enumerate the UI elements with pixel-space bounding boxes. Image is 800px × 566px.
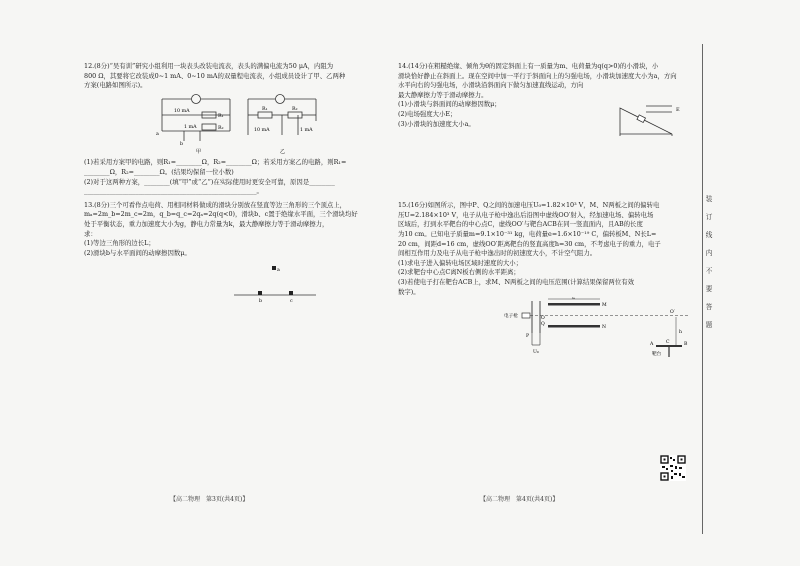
q14-line: (1)小滑块与斜面间的动摩擦因数μ； bbox=[398, 100, 501, 109]
l-label: L bbox=[572, 297, 576, 301]
q12-answer-line: ______________________________________________________。 bbox=[84, 187, 263, 196]
jia-caption: 甲 bbox=[196, 148, 202, 155]
o-label: O bbox=[541, 316, 545, 322]
q12-answer-line: (1)若采用方案甲的电路，则R₁=________Ω，R₂=________Ω；若采用方案乙的电路，则R₁= bbox=[84, 158, 347, 167]
c-label: C bbox=[666, 340, 670, 346]
spacer bbox=[398, 133, 690, 201]
q15-line: 为10 cm。已知电子质量m=9.1×10⁻³¹ kg，电荷量e=1.6×10⁻¹⁹ C，偏转板M、N长L= bbox=[398, 229, 657, 238]
binding-char: 不 bbox=[705, 267, 713, 275]
q12-circuit-figure bbox=[84, 91, 384, 155]
q15-deflection-figure bbox=[398, 297, 690, 377]
binding-char: 线 bbox=[705, 231, 713, 239]
q14-line: (3)小滑块的加速度大小a。 bbox=[398, 119, 475, 128]
stage-label: 靶台 bbox=[652, 352, 662, 358]
q13-line: mₐ=2m_b=2m_c=2m，q_b=q_c=2qₐ=2q(q<0)，滑块b、c置于绝缘水平面，三个滑块均好 bbox=[84, 210, 358, 219]
jia-r2-label: R₂ bbox=[218, 125, 224, 131]
jia-10ma-label: 10 mA bbox=[174, 108, 190, 114]
jia-b-label: b bbox=[180, 141, 184, 147]
q15-line: (3)若使电子打在靶台ACB上，求M、N两板之间的电压范围(计算结果保留两位有效 bbox=[398, 277, 634, 286]
binding-line bbox=[702, 44, 703, 534]
q15-line: 区域后，打到水平靶台的中心点C，虚线OO′与靶台ACB在同一竖直面内，且AB的长度 bbox=[398, 220, 643, 229]
u0-label: U₀ bbox=[533, 350, 539, 356]
q12-line: 方案(电路如图所示)。 bbox=[84, 81, 147, 90]
right-page-footer: 【高二物理 第4页(共4页)】 bbox=[480, 496, 559, 503]
jia-r1-label: R₁ bbox=[218, 113, 224, 119]
fig-b-label: b bbox=[259, 299, 263, 305]
q12-line: 800 Ω，其要将它改装成0~1 mA、0~10 mA的双量程电流表，小组成员设计了甲、乙两种 bbox=[84, 71, 346, 80]
q15-line: 数字)。 bbox=[398, 287, 420, 296]
left-page-footer: 【高二物理 第3页(共4页)】 bbox=[170, 496, 249, 503]
jia-1ma-label: 1 mA bbox=[184, 124, 197, 130]
b-label: B bbox=[684, 342, 688, 348]
question-15 bbox=[398, 201, 690, 381]
q12-answer-line: ________Ω，R₂=________Ω。(结果均保留一位小数) bbox=[84, 167, 234, 176]
binding-char: 订 bbox=[705, 213, 713, 221]
q12-answer-line: (2)对于这两种方案，________(填“甲”或“乙”)在实际使用时更安全可靠，原因是________ bbox=[84, 177, 335, 186]
q-label: Q bbox=[541, 322, 545, 328]
n-label: N bbox=[602, 325, 607, 331]
q13-line: 处于平衡状态，重力加速度大小为g，静电力常量为k，最大静摩擦力等于滑动摩擦力， bbox=[84, 219, 329, 228]
yi-r1-label: R₁ bbox=[262, 106, 268, 112]
yi-1ma-label: 1 mA bbox=[300, 127, 313, 133]
fig-c-label: c bbox=[290, 299, 293, 305]
q13-triangle-figure bbox=[84, 258, 384, 308]
binding-char: 装 bbox=[705, 195, 713, 203]
a-label: A bbox=[650, 342, 654, 348]
m-label: M bbox=[602, 303, 607, 309]
binding-char: 内 bbox=[705, 249, 713, 257]
p-label: P bbox=[526, 334, 530, 340]
q15-line: 20 cm，间距d=16 cm，虚线OO′距离靶台的竖直高度h=30 cm，不考虑电子的重力，电子 bbox=[398, 239, 661, 248]
binding-char: 题 bbox=[705, 321, 713, 329]
right-page bbox=[398, 62, 690, 385]
binding-char: 答 bbox=[705, 303, 713, 311]
binding-strip-text bbox=[704, 190, 714, 334]
left-page bbox=[84, 62, 386, 316]
q14-line: 滑块恰好静止在斜面上。现在空间中加一平行于斜面向上的匀强电场，小滑块加速度大小为a，方向 bbox=[398, 71, 677, 80]
q14-line: 水平向右的匀强电场，小滑块沿斜面向下做匀加速直线运动，方向 bbox=[398, 81, 584, 90]
q13-line: 13.(8分)三个可看作点电荷、用相同材料做成的滑块分别放在竖直等边三角形的三个顶点上， bbox=[84, 200, 347, 209]
q15-line: 压U=2.184×10³ V，电子从电子枪中逸出后沿图中虚线OO′射入，经加速电场、偏转电场 bbox=[398, 210, 654, 219]
yi-10ma-label: 10 mA bbox=[254, 127, 270, 133]
q15-line: 15.(16分)如图所示，图中P、Q之间的加速电压U₀=1.82×10³ V，M、N两板之间的偏转电 bbox=[398, 201, 660, 210]
question-13 bbox=[84, 201, 386, 312]
h-label: h bbox=[679, 330, 682, 336]
q15-line: 间相互作用力及电子从电子枪中逸出时的初速度大小，不计空气阻力。 bbox=[398, 249, 597, 258]
q14-line: (2)电场强度大小E； bbox=[398, 109, 457, 118]
yi-r2-label: R₂ bbox=[292, 106, 298, 112]
qr-code-icon bbox=[660, 455, 686, 481]
fig-a-label: a bbox=[277, 268, 280, 274]
q14-line: 14.(14分)在粗糙绝缘、倾角为θ的固定斜面上有一质量为m、电荷量为q(q>0)的小滑块，小 bbox=[398, 62, 659, 70]
q15-line: (1)求电子进入偏转电场区域时速度的大小； bbox=[398, 258, 523, 267]
q14-line: 最大静摩擦力等于滑动摩擦力。 bbox=[398, 90, 488, 99]
gun-label: 电子枪 bbox=[504, 314, 518, 320]
field-e-label: E bbox=[676, 107, 680, 113]
question-12 bbox=[84, 62, 386, 197]
q15-line: (2)求靶台中心点C离N板右侧的水平距离； bbox=[398, 268, 520, 277]
q12-line: 12.(8分)“吴有训”研究小组利用一块表头改装电流表，表头的满偏电流为50 μA，内阻为 bbox=[84, 62, 334, 70]
yi-caption: 乙 bbox=[280, 148, 286, 155]
o-prime-label: O′ bbox=[670, 310, 675, 316]
jia-a-label: a bbox=[156, 131, 159, 137]
q14-incline-figure bbox=[616, 98, 690, 138]
q13-line: (1)等边三角形的边长L； bbox=[84, 239, 155, 248]
q13-line: (2)滑块b与水平面间的动摩擦因数μ。 bbox=[84, 248, 191, 257]
binding-char: 要 bbox=[705, 285, 713, 293]
q13-line: 求： bbox=[84, 229, 97, 238]
